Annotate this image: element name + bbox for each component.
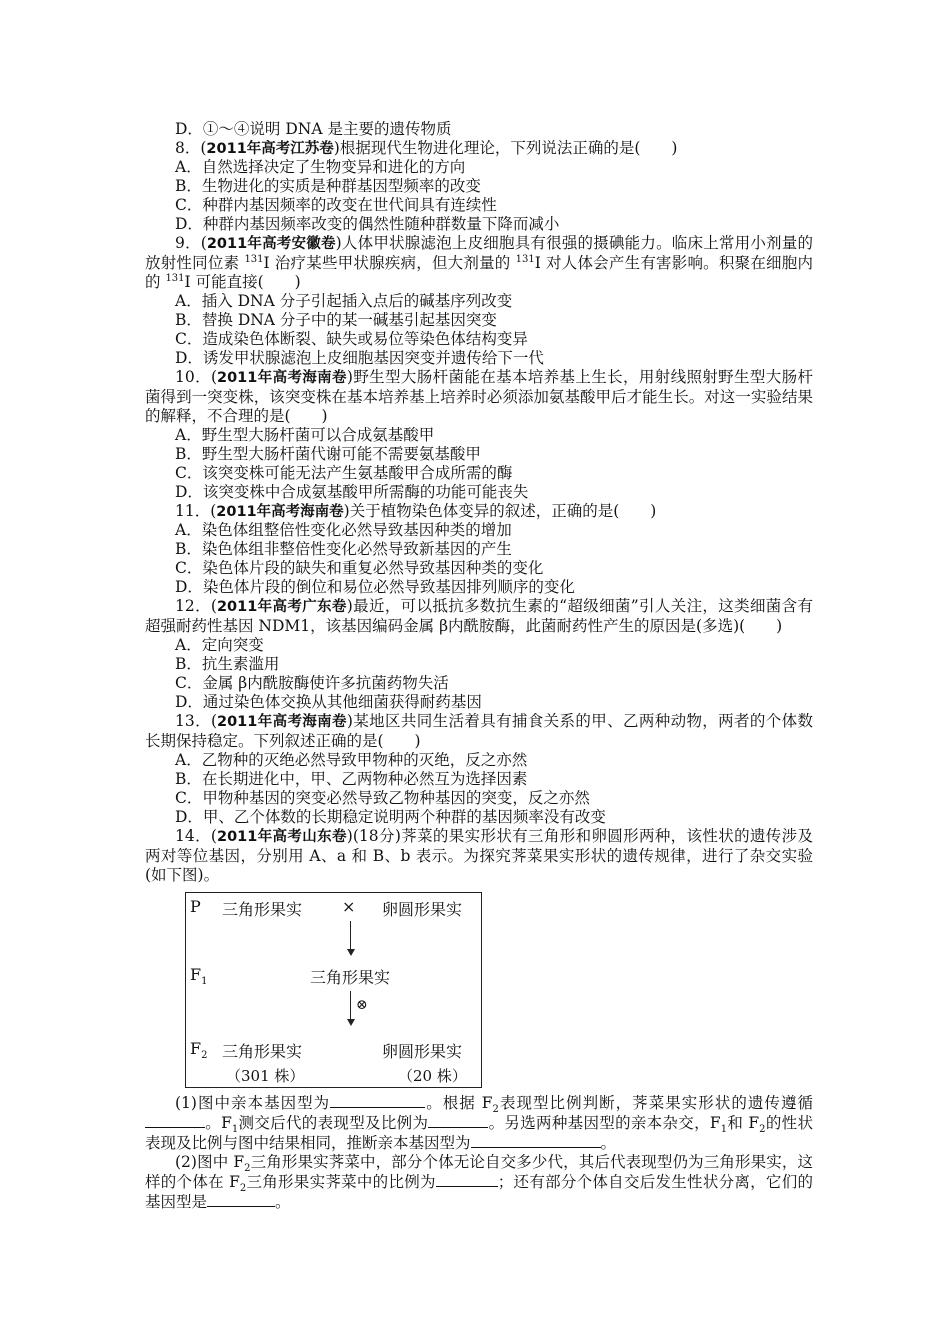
answer-blank-4[interactable] [471,1133,601,1148]
q12-option-c: C．金属 β内酰胺酶使许多抗菌药物失活 [175,674,449,692]
q10-option-c: C．该突变株可能无法产生氨基酸甲合成所需的酶 [175,464,513,482]
q8-source: 2011年高考江苏卷 [206,141,334,157]
q11-option-d: D．染色体片段的倒位和易位必然导致基因排列顺序的变化 [175,578,575,596]
q8-stem: 8．(2011年高考江苏卷)根据现代生物进化理论，下列说法正确的是( ) [175,139,678,157]
answer-blank-3[interactable] [428,1113,488,1128]
q9-stem: 9．(2011年高考安徽卷)人体甲状腺滤泡上皮细胞具有很强的摄碘能力。临床上常用小剂量的放射性同位素 $^{131}$I 治疗某些甲状腺疾病，但大剂量的 $^{131}$I 对人体会产生有害影响。积聚在细胞内的 $^{131}$I 可能直接( ) [145,234,813,291]
f1-phenotype: 三角形果实 [310,968,391,987]
q13-option-a: A．乙物种的灭绝必然导致甲物种的灭绝，反之亦然 [175,751,528,769]
q10-option-a: A．野生型大肠杆菌可以合成氨基酸甲 [175,426,435,444]
q12-option-d: D．通过染色体交换从其他细菌获得耐药基因 [175,693,482,711]
p-right-phenotype: 卵圆形果实 [382,900,463,919]
answer-blank-2[interactable] [145,1113,205,1128]
q7-option-d: D．①～④说明 DNA 是主要的遗传物质 [175,120,452,138]
arrow-f1-to-f2 [350,991,351,1021]
arrow-f1-to-f2-head [347,1019,355,1026]
q13-stem: 13．(2011年高考海南卷)某地区共同生活着具有捕食关系的甲、乙两种动物，两者的个体数长期保持稳定。下列叙述正确的是( ) [145,712,813,750]
q14-part1: (1)图中亲本基因型为 。根据 $F_2$表现型比例判断，荠菜果实形状的遗传遵循。$F_1$测交后代的表现型及比例为 。另选两种基因型的亲本杂交，$F_1$和 $F_2$的性状表现及比例与图中结果相同，推断亲本基因型为 。 [145,1094,813,1152]
q12-option-b: B．抗生素滥用 [175,655,280,673]
p-left-phenotype: 三角形果实 [222,900,303,919]
q8-option-d: D．种群内基因频率改变的偶然性随种群数量下降而减小 [175,215,560,233]
q10-source: 2011年高考海南卷 [217,370,347,386]
q9-option-c: C．造成染色体断裂、缺失或易位等染色体结构变异 [175,330,528,348]
q11-option-b: B．染色体组非整倍性变化必然导致新基因的产生 [175,540,512,558]
cross-symbol: × [342,897,356,916]
arrow-p-to-f1-head [347,949,355,956]
arrow-p-to-f1 [350,921,351,951]
q8-option-c: C．种群内基因频率的改变在世代间具有连续性 [175,196,497,214]
q10-stem: 10．(2011年高考海南卷)野生型大肠杆菌能在基本培养基上生长，用射线照射野生型大肠杆菌得到一突变株，该突变株在基本培养基上培养时必须添加氨基酸甲后才能生长。对这一实验结果的解释，不合理的是( ) [145,368,813,425]
f2-label: $F_2$ [190,1039,208,1062]
q13-source: 2011年高考海南卷 [217,714,347,730]
q14-part2: (2)图中 $F_2$三角形果实荠菜中，部分个体无论自交多少代，其后代表现型仍为三角形果实，这样的个体在 $F_2$三角形果实荠菜中的比例为 ；还有部分个体自交后发生性状分离，它们的基因型是 。 [145,1153,813,1211]
q9-option-a: A．插入 DNA 分子引起插入点后的碱基序列改变 [175,292,513,310]
self-cross-symbol: ⊗ [356,997,368,1013]
f1-label: $F_1$ [190,965,208,988]
q11-option-c: C．染色体片段的缺失和重复必然导致基因种类的变化 [175,559,544,577]
q13-option-b: B．在长期进化中，甲、乙两物种必然互为选择因素 [175,770,528,788]
q10-option-b: B．野生型大肠杆菌代谢可能不需要氨基酸甲 [175,445,481,463]
question-page [145,120,813,885]
answer-blank-1[interactable] [330,1093,425,1108]
q9-option-b: B．替换 DNA 分子中的某一碱基引起基因突变 [175,311,497,329]
q9-option-d: D．诱发甲状腺滤泡上皮细胞基因突变并遗传给下一代 [175,349,544,367]
f2-right-count: （20 株） [398,1067,467,1085]
q14-source: 2011年高考山东卷 [216,829,347,845]
q8-option-a: A．自然选择决定了生物变异和进化的方向 [175,158,466,176]
q13-option-c: C．甲物种基因的突变必然导致乙物种基因的突变，反之亦然 [175,789,590,807]
q14-subquestions [145,1093,813,1212]
f2-right-phenotype: 卵圆形果实 [382,1042,463,1061]
answer-blank-6[interactable] [207,1192,275,1207]
q11-source: 2011年高考海南卷 [216,504,344,520]
cross-diagram [185,892,482,1088]
q13-option-d: D．甲、乙个体数的长期稳定说明两个种群的基因频率没有改变 [175,808,606,826]
q10-option-d: D．该突变株中合成氨基酸甲所需酶的功能可能丧失 [175,483,529,501]
answer-blank-5[interactable] [436,1172,498,1187]
q11-option-a: A．染色体组整倍性变化必然导致基因种类的增加 [175,521,512,539]
q12-stem: 12．(2011年高考广东卷)最近，可以抵抗多数抗生素的“超级细菌”引人关注，这类细菌含有超强耐药性基因 NDM1，该基因编码金属 β内酰胺酶，此菌耐药性产生的原因是(多选)( ) [145,597,813,635]
q14-stem: 14．(2011年高考山东卷)(18分)荠菜的果实形状有三角形和卵圆形两种，该性状的遗传涉及两对等位基因，分别用 A、a 和 B、b 表示。为探究荠菜果实形状的遗传规律，进行了杂交实验(如下图)。 [145,827,813,884]
q8-option-b: B．生物进化的实质是种群基因型频率的改变 [175,177,481,195]
q9-source: 2011年高考安徽卷 [206,236,336,252]
f2-left-count: （301 株） [226,1067,305,1085]
q12-option-a: A．定向突变 [175,636,264,654]
q12-source: 2011年高考广东卷 [216,599,347,615]
p-label: P [190,897,201,916]
q11-stem: 11．(2011年高考海南卷)关于植物染色体变异的叙述，正确的是( ) [175,502,657,520]
f2-left-phenotype: 三角形果实 [222,1042,303,1061]
